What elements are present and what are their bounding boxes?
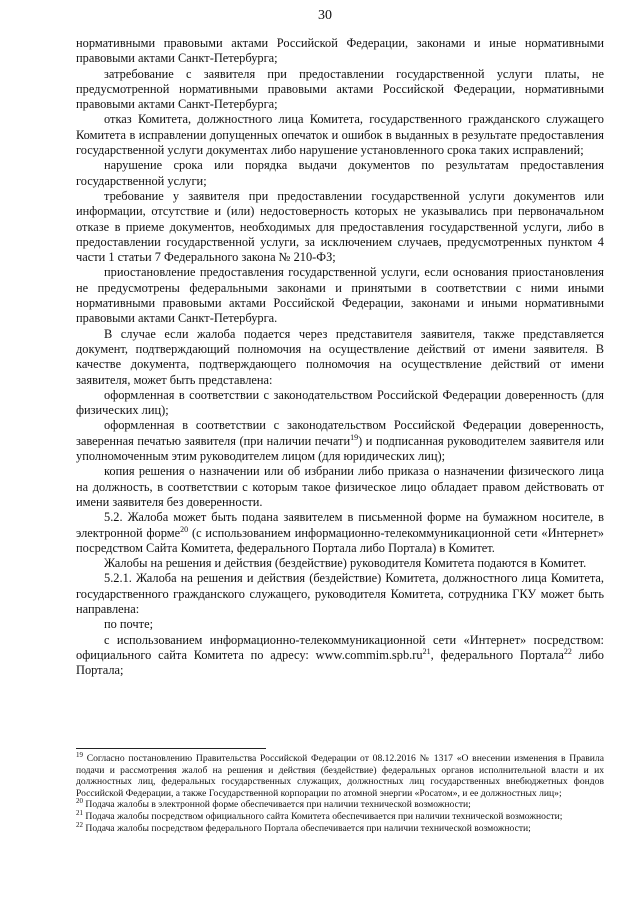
footnote-separator bbox=[76, 748, 266, 749]
footnotes bbox=[76, 750, 604, 834]
document-body bbox=[76, 36, 604, 678]
paragraph: 5.2. Жалоба может быть подана заявителем в письменной форме на бумажном носителе, в электронной форме$^{20}$ (с использованием информационно-телекоммуникационной сети «Интернет» посредством Сайта Комитета, федерального Портала либо Портала) в Комитет. bbox=[76, 510, 604, 555]
paragraph: копия решения о назначении или об избрании либо приказа о назначении физического лица на должность, в соответствии с которым такое физическое лицо обладает правом действовать от имени заявителя без доверенности. bbox=[76, 464, 604, 509]
paragraph: приостановление предоставления государственной услуги, если основания приостановления не предусмотрены федеральными законами и принятыми в соответствии с ними иными нормативными правовыми актами Российской Федерации, законами и иными нормативными правовыми актами Санкт-Петербурга. bbox=[76, 265, 604, 326]
footnote-number: 21 bbox=[76, 808, 83, 817]
footnote: $^{20}$ Подача жалобы в электронной форме обеспечивается при наличии технической возможности; bbox=[76, 797, 471, 811]
paragraph: 5.2.1. Жалоба на решения и действия (бездействие) Комитета, должностного лица Комитета, государственного гражданского служащего, руководителя Комитета, сотрудника ГКУ может быть направлена: bbox=[76, 571, 604, 616]
paragraph: оформленная в соответствии с законодательством Российской Федерации доверенность, заверенная печатью заявителя (при наличии печати$^{19}$) и подписанная руководителем заявителя или уполномоченным этим руководителем лицом (для юридических лиц); bbox=[76, 418, 604, 464]
paragraph: отказ Комитета, должностного лица Комитета, государственного гражданского служащего Комитета в исправлении допущенных опечаток и ошибок в выданных в результате предоставления государственной услуги документах либо нарушение установленного срока таких исправлений; bbox=[76, 112, 604, 158]
footnote: $^{22}$ Подача жалобы посредством федерального Портала обеспечивается при наличии технической возможности; bbox=[76, 820, 531, 834]
paragraph: затребование с заявителя при предоставлении государственной услуги платы, не предусмотренной нормативными правовыми актами Российской Федерации, нормативными правовыми актами Санкт-Петербурга; bbox=[76, 66, 604, 112]
paragraph: по почте; bbox=[104, 617, 154, 632]
paragraph: нормативными правовыми актами Российской Федерации, законами и иные нормативными правовыми актами Санкт-Петербурга; bbox=[76, 36, 604, 66]
paragraph: нарушение срока или порядка выдачи документов по результатам предоставления государственной услуги; bbox=[76, 158, 604, 188]
page-number: 30 bbox=[318, 8, 332, 23]
footnote: $^{21}$ Подача жалобы посредством официального сайта Комитета обеспечивается при наличии технической возможности; bbox=[76, 808, 563, 822]
paragraph: оформленная в соответствии с законодательством Российской Федерации доверенность (для физических лиц); bbox=[76, 387, 604, 418]
paragraph: В случае если жалоба подается через представителя заявителя, также представляется документ, подтверждающий полномочия на осуществление действий от имени заявителя. В качестве документа, подтверждающего полномочия на осуществление действий от имени заявителя, может быть представлена: bbox=[76, 326, 604, 387]
paragraph: с использованием информационно-телекоммуникационной сети «Интернет» посредством: официального сайта Комитета по адресу: $www.commim.spb.ru^{21}$, федерального Портала$^{22}$ либо Портала; bbox=[76, 632, 604, 678]
footnote-number: 22 bbox=[76, 820, 83, 829]
footnote-ref: 20 bbox=[180, 524, 189, 534]
footnote-number: 19 bbox=[76, 750, 83, 759]
footnote-ref: 22 bbox=[563, 646, 572, 656]
footnote-ref: 19 bbox=[350, 432, 359, 442]
paragraph: требование у заявителя при предоставлении государственной услуги документов или информации, отсутствие и (или) недостоверность которых не указывались при первоначальном отказе в приеме документов, необходимых для предоставления государственной услуги, либо в предоставлении государственной услуги, за исключением случаев, предусмотренных пунктом 4 части 1 статьи 7 Федерального закона № 210-ФЗ; bbox=[76, 188, 604, 265]
footnote: $^{19}$ Согласно постановлению Правительства Российской Федерации от 08.12.2016 № 1317 «О внесении изменения в Правила подачи и рассмотрения жалоб на решения и действия (бездействие) федеральных органов исполнительной власти и их должностных лиц, федеральных государственных служащих, должностных лиц государственных внебюджетных фондов Российской Федерации, а также Государственной корпорации по атомной энергии «Росатом», и ее должностных лиц»; bbox=[76, 750, 604, 799]
paragraph: Жалобы на решения и действия (бездействие) руководителя Комитета подаются в Комитет. bbox=[104, 556, 587, 571]
footnote-ref: 21 bbox=[422, 646, 431, 656]
footnote-number: 20 bbox=[76, 797, 83, 806]
